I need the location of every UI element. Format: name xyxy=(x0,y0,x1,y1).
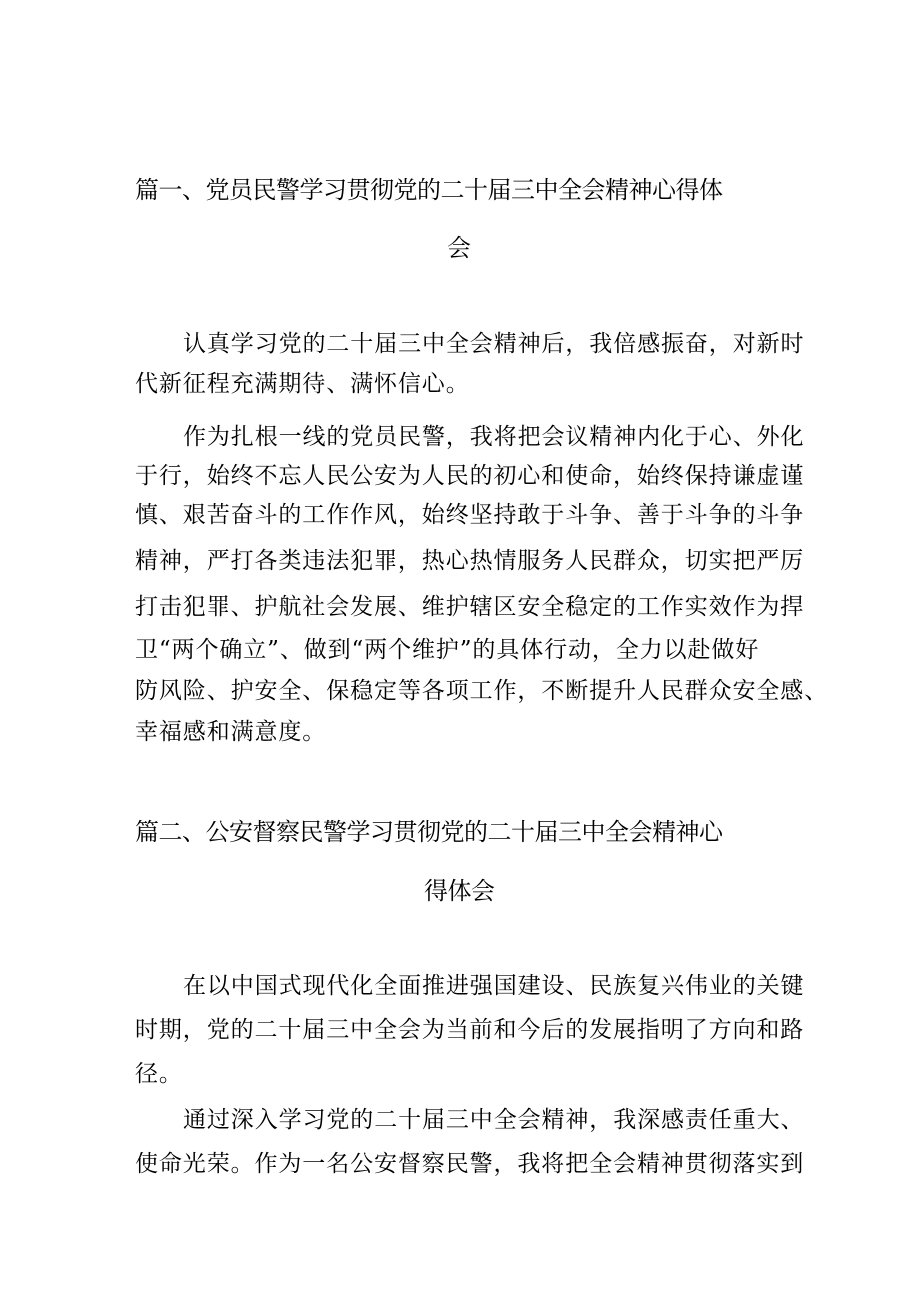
section-1-paragraph-2-line-3: 慎、艰苦奋斗的工作作风，始终坚持敢于斗争、善于斗争的斗争 xyxy=(135,502,805,528)
section-1-paragraph-2-line-4: 精神，严打各类违法犯罪，热心热情服务人民群众，切实把严厉 xyxy=(135,548,805,574)
section-1-paragraph-1-line-1: 认真学习党的二十届三中全会精神后，我倍感振奋，对新时 xyxy=(183,331,805,357)
section-1-heading: 篇一、党员民警学习贯彻党的二十届三中全会精神心得体 xyxy=(135,176,723,204)
section-2-paragraph-1-line-3: 径。 xyxy=(135,1061,183,1087)
section-1-paragraph-2-line-5: 打击犯罪、护航社会发展、维护辖区安全稳定的工作实效作为捍 xyxy=(135,594,805,620)
section-1-paragraph-2-line-1: 作为扎根一线的党员民警，我将把会议精神内化于心、外化 xyxy=(183,424,805,450)
section-1-paragraph-1-line-2: 代新征程充满期待、满怀信心。 xyxy=(135,371,470,397)
section-2-paragraph-2-line-1: 通过深入学习党的二十届三中全会精神，我深感责任重大、 xyxy=(183,1107,805,1133)
section-1-paragraph-2-line-8: 幸福感和满意度。 xyxy=(135,719,327,745)
section-2-paragraph-1-line-1: 在以中国式现代化全面推进强国建设、民族复兴伟业的关键 xyxy=(183,973,805,999)
section-2-paragraph-1-line-2: 时期，党的二十届三中全会为当前和今后的发展指明了方向和路 xyxy=(135,1017,805,1043)
section-2-heading-continued: 得体会 xyxy=(424,877,495,905)
section-1-paragraph-2-line-7: 防风险、护安全、保稳定等各项工作，不断提升人民群众安全感、 xyxy=(135,678,829,704)
section-1-paragraph-2-line-6: 卫“两个确立”、做到“两个维护”的具体行动，全力以赴做好 xyxy=(135,637,760,663)
section-2-paragraph-2-line-2: 使命光荣。作为一名公安督察民警，我将把全会精神贯彻落实到 xyxy=(135,1151,805,1177)
section-1-heading-continued: 会 xyxy=(447,234,471,262)
section-1-paragraph-2-line-2: 于行，始终不忘人民公安为人民的初心和使命，始终保持谦虚谨 xyxy=(135,463,805,489)
section-2-heading: 篇二、公安督察民警学习贯彻党的二十届三中全会精神心 xyxy=(135,818,723,846)
